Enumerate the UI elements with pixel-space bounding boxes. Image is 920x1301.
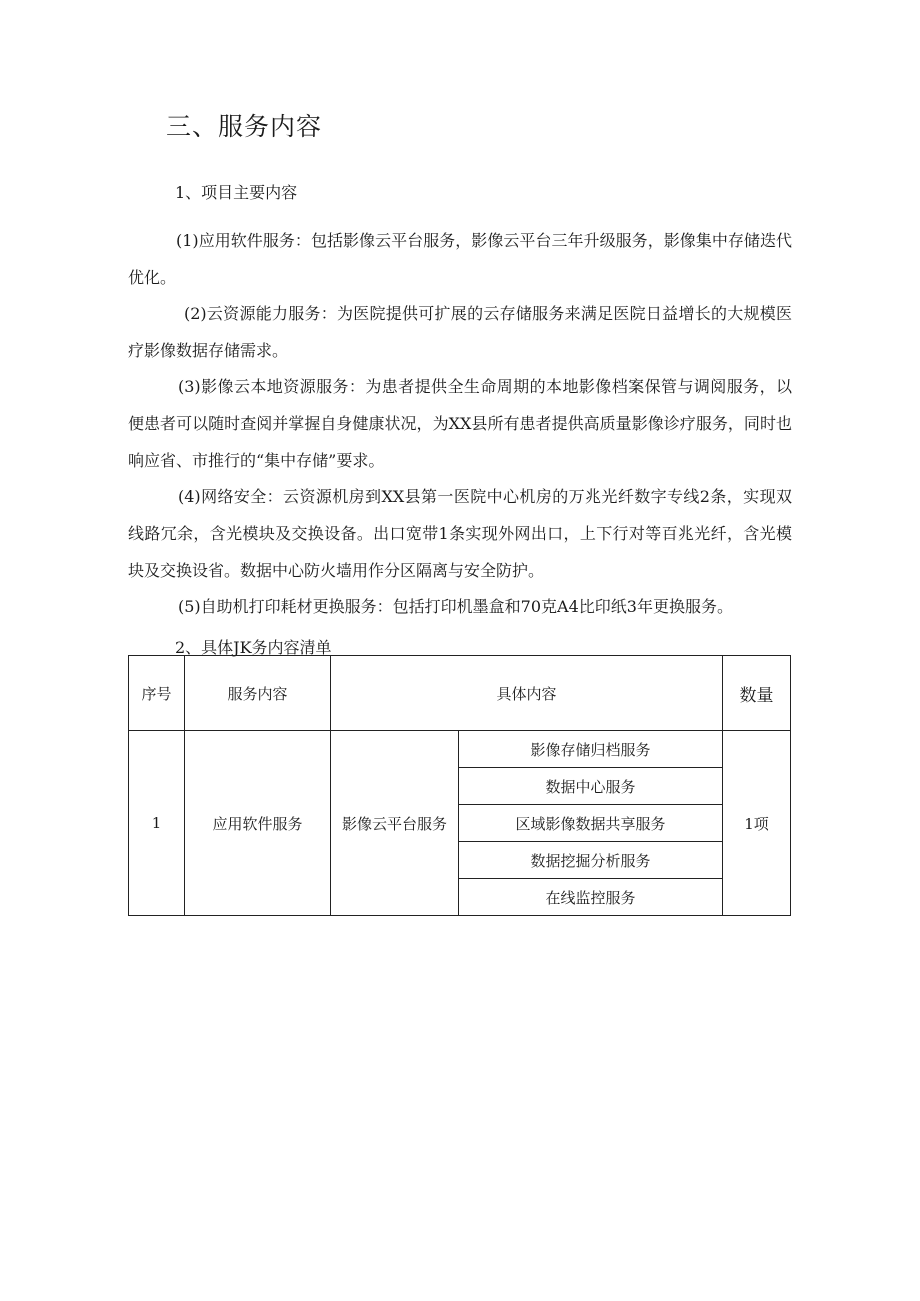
cell-seq: 1 [129,731,185,916]
paragraph-network-security: (4)网络安全：云资源机房到XX县第一医院中心机房的万兆光纤数字专线2条，实现双线路冗余，含光模块及交换设备。出口宽带1条实现外网出口，上下行对等百兆光纤，含光模块及交换设省。数据中心防火墙用作分区隔离与安全防护。 [128,487,792,580]
header-seq: 序号 [129,656,185,731]
paragraph-application-software: (1)应用软件服务：包括影像云平台服务，影像云平台三年升级服务，影像集中存储迭代优化。 [128,231,792,287]
cell-item-sharing: 区域影像数据共享服务 [459,805,723,842]
paragraph-local-resource: (3)影像云本地资源服务：为患者提供全生命周期的本地影像档案保管与调阅服务，以便患者可以随时查阅并掌握自身健康状况，为XX县所有患者提供高质量影像诊疗服务，同时也响应省、市推行的“集中存储”要求。 [128,377,792,470]
table-row [129,731,791,768]
header-qty: 数量 [723,656,791,731]
paragraph-kiosk-consumables: (5)自助机打印耗材更换服务：包括打印机墨盒和70克A4比印纸3年更换服务。 [178,597,733,616]
section-title: 三、服务内容 [166,112,323,141]
cell-item-archive: 影像存储归档服务 [459,731,723,768]
subsection-title-2: 2、具体JK务内容清单 [175,638,332,657]
cell-item-mining: 数据挖掘分析服务 [459,842,723,879]
cell-platform: 影像云平台服务 [331,731,459,916]
subsection-title-1: 1、项目主要内容 [175,183,298,202]
table-header-row [129,656,791,731]
service-list-table [128,655,791,916]
paragraph-cloud-resource: (2)云资源能力服务：为医院提供可扩展的云存储服务来满足医院日益增长的大规模医疗影像数据存储需求。 [128,304,792,360]
header-detail: 具体内容 [331,656,723,731]
header-service: 服务内容 [185,656,331,731]
cell-service: 应用软件服务 [185,731,331,916]
cell-item-datacenter: 数据中心服务 [459,768,723,805]
cell-item-monitoring: 在线监控服务 [459,879,723,916]
cell-qty: 1项 [723,731,791,916]
